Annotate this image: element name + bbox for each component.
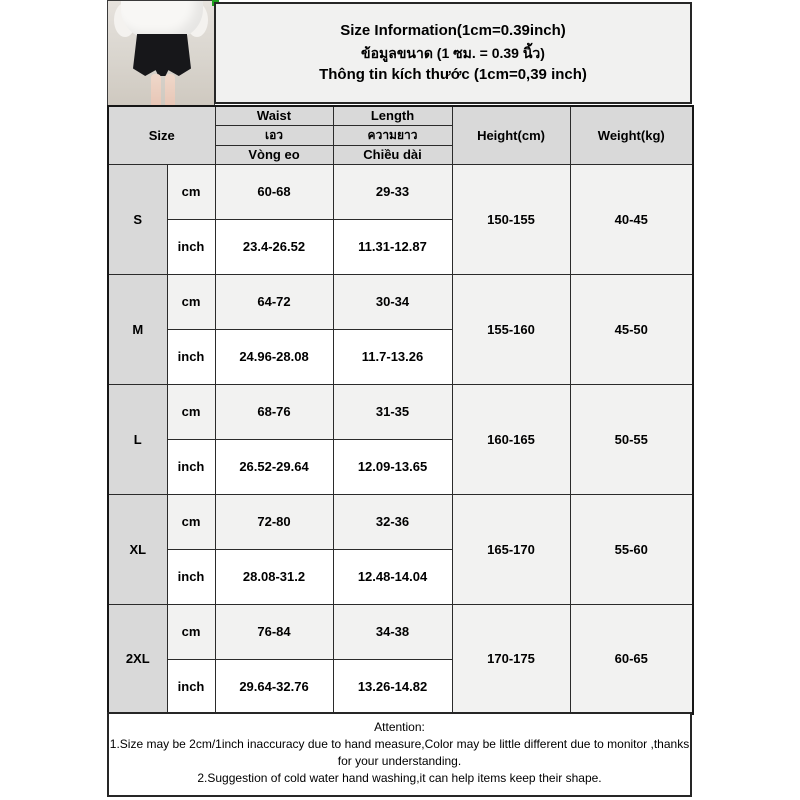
- waist-inch-value: 24.96-28.08: [215, 329, 333, 384]
- length-inch-value: 11.31-12.87: [333, 219, 452, 274]
- height-value: 170-175: [452, 604, 570, 714]
- waist-header-en: Waist: [215, 106, 333, 125]
- weight-value: 40-45: [570, 164, 693, 274]
- waist-cm-value: 76-84: [215, 604, 333, 659]
- model-leg-left: [151, 74, 161, 106]
- size-info-title-vi: Thông tin kích thước (1cm=0,39 inch): [319, 65, 587, 83]
- attention-title: Attention:: [374, 720, 425, 734]
- size-cell: 2XL: [108, 604, 167, 714]
- unit-cell-cm: cm: [167, 274, 215, 329]
- unit-cell-inch: inch: [167, 439, 215, 494]
- length-cm-value: 30-34: [333, 274, 452, 329]
- waist-inch-value: 29.64-32.76: [215, 659, 333, 714]
- model-blouse: [121, 0, 203, 39]
- length-cm-value: 31-35: [333, 384, 452, 439]
- waist-cm-value: 68-76: [215, 384, 333, 439]
- height-value: 150-155: [452, 164, 570, 274]
- length-header-vi: Chiều dài: [333, 145, 452, 164]
- waist-header-th: เอว: [215, 125, 333, 145]
- height-value: 165-170: [452, 494, 570, 604]
- attention-line-1: 1.Size may be 2cm/1inch inaccuracy due to hand measure,Color may be little different due to monitor ,thanks for your understanding.: [109, 737, 690, 769]
- unit-cell-cm: cm: [167, 604, 215, 659]
- weight-value: 45-50: [570, 274, 693, 384]
- waist-cm-value: 64-72: [215, 274, 333, 329]
- weight-value: 60-65: [570, 604, 693, 714]
- size-cell: S: [108, 164, 167, 274]
- model-black-shorts: [133, 34, 191, 76]
- weight-value: 55-60: [570, 494, 693, 604]
- waist-inch-value: 26.52-29.64: [215, 439, 333, 494]
- unit-cell-inch: inch: [167, 329, 215, 384]
- length-cm-value: 29-33: [333, 164, 452, 219]
- unit-cell-cm: cm: [167, 384, 215, 439]
- unit-cell-inch: inch: [167, 549, 215, 604]
- length-cm-value: 34-38: [333, 604, 452, 659]
- waist-header-vi: Vòng eo: [215, 145, 333, 164]
- weight-header: Weight(kg): [570, 106, 693, 164]
- unit-cell-inch: inch: [167, 219, 215, 274]
- size-info-header: [214, 2, 692, 104]
- length-inch-value: 12.48-14.04: [333, 549, 452, 604]
- length-cm-value: 32-36: [333, 494, 452, 549]
- unit-cell-cm: cm: [167, 494, 215, 549]
- size-info-title-th: ข้อมูลขนาด (1 ซม. = 0.39 นิ้ว): [361, 44, 545, 61]
- size-cell: XL: [108, 494, 167, 604]
- size-info-title-en: Size Information(1cm=0.39inch): [340, 22, 566, 39]
- size-column-header: Size: [108, 106, 215, 164]
- size-cell: M: [108, 274, 167, 384]
- weight-value: 50-55: [570, 384, 693, 494]
- height-header: Height(cm): [452, 106, 570, 164]
- length-inch-value: 12.09-13.65: [333, 439, 452, 494]
- product-photo: [107, 0, 215, 106]
- length-header-en: Length: [333, 106, 452, 125]
- waist-inch-value: 23.4-26.52: [215, 219, 333, 274]
- length-header-th: ความยาว: [333, 125, 452, 145]
- unit-cell-cm: cm: [167, 164, 215, 219]
- length-inch-value: 13.26-14.82: [333, 659, 452, 714]
- height-value: 160-165: [452, 384, 570, 494]
- size-table: [107, 105, 694, 715]
- size-cell: L: [108, 384, 167, 494]
- waist-cm-value: 72-80: [215, 494, 333, 549]
- unit-cell-inch: inch: [167, 659, 215, 714]
- length-inch-value: 11.7-13.26: [333, 329, 452, 384]
- waist-inch-value: 28.08-31.2: [215, 549, 333, 604]
- attention-line-2: 2.Suggestion of cold water hand washing,it can help items keep their shape.: [197, 771, 602, 786]
- model-leg-right: [165, 74, 175, 106]
- attention-box: [107, 712, 692, 797]
- height-value: 155-160: [452, 274, 570, 384]
- waist-cm-value: 60-68: [215, 164, 333, 219]
